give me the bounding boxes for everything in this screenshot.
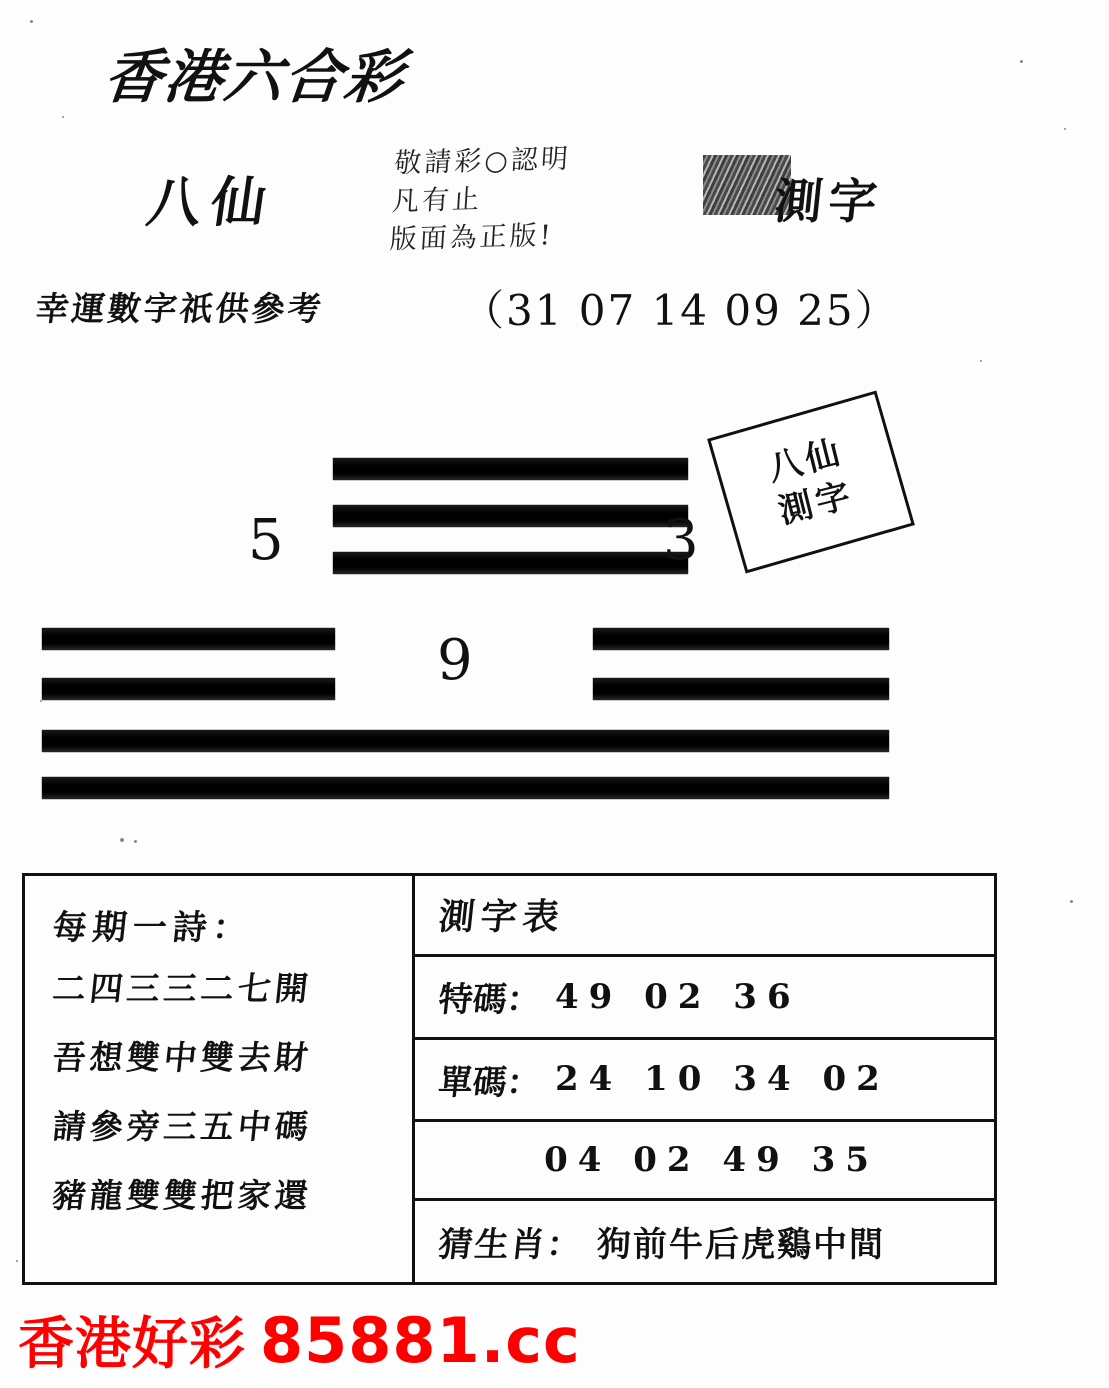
hexagram-bar-3 <box>333 552 688 574</box>
row-label: 單碼： <box>436 1062 543 1103</box>
row-values: 24 10 34 02 <box>555 1059 890 1100</box>
poem-column <box>25 876 415 1282</box>
table-row <box>415 1201 994 1282</box>
poem-line: 豬龍雙雙把家還 <box>50 1176 314 1215</box>
scan-speck <box>134 840 137 843</box>
cezi-table-title-row <box>415 876 994 957</box>
row-label: 猜生肖： <box>436 1225 585 1266</box>
footer-brand: 香港好彩 <box>18 1312 246 1377</box>
row-values: 狗前牛后虎鷄中間 <box>597 1225 885 1266</box>
baxian-cezi-stamp <box>707 390 915 573</box>
table-row <box>415 1122 994 1201</box>
hexagram-bar-5-left <box>42 678 335 700</box>
table-row <box>415 1040 994 1123</box>
notice-line-2: 凡有止 <box>391 183 483 218</box>
poem-line: 請參旁三五中碼 <box>50 1107 314 1146</box>
scan-speck <box>62 116 64 118</box>
row-label: 特碼： <box>436 980 543 1021</box>
row-values: 04 02 49 35 <box>544 1140 879 1181</box>
cezi-table-title: 測字表 <box>436 896 567 939</box>
scan-speck <box>40 700 42 702</box>
hexagram-bar-4-right <box>593 628 889 650</box>
hexagram-number-right: 3 <box>663 508 699 573</box>
notice-text <box>389 141 572 260</box>
hexagram-number-center: 9 <box>437 628 473 693</box>
hexagram-bar-7 <box>42 777 889 799</box>
notice-line-3: 版面為正版! <box>388 220 555 256</box>
scan-speck <box>30 20 33 23</box>
scan-speck <box>1070 900 1073 903</box>
cezi-table-column <box>415 876 994 1282</box>
stamp-line-1: 八仙 <box>763 432 848 490</box>
section-title: 八仙 <box>143 170 281 234</box>
footer-site: 85881.cc <box>260 1303 581 1377</box>
scan-speck <box>1020 60 1023 63</box>
cezi-label: 測字 <box>771 174 886 230</box>
poem-title: 每期一詩： <box>50 908 255 948</box>
stamp-line-2: 測字 <box>774 474 859 532</box>
bottom-table <box>22 873 997 1285</box>
hexagram-bar-6 <box>42 730 889 752</box>
table-row <box>415 957 994 1040</box>
hexagram-bar-2 <box>333 505 688 527</box>
hexagram-bar-4-left <box>42 628 335 650</box>
hexagram-bar-5-right <box>593 678 889 700</box>
scan-speck <box>120 838 124 842</box>
notice-line-1: 敬請彩○認明 <box>393 143 572 180</box>
scan-speck <box>1064 128 1066 130</box>
footer-branding <box>18 1300 581 1380</box>
poem-line: 吾想雙中雙去財 <box>50 1038 314 1077</box>
hexagram-number-left: 5 <box>248 508 284 573</box>
page-title: 香港六合彩 <box>100 43 409 111</box>
scan-speck <box>980 360 982 362</box>
hexagram-bar-top <box>333 458 688 480</box>
poem-line: 二四三三二七開 <box>50 969 314 1008</box>
lucky-numbers: （31 07 14 09 25） <box>462 286 899 335</box>
scan-speck <box>16 1260 18 1262</box>
lucky-number-label: 幸運數字祇供參考 <box>33 289 327 328</box>
row-values: 49 02 36 <box>555 976 801 1017</box>
